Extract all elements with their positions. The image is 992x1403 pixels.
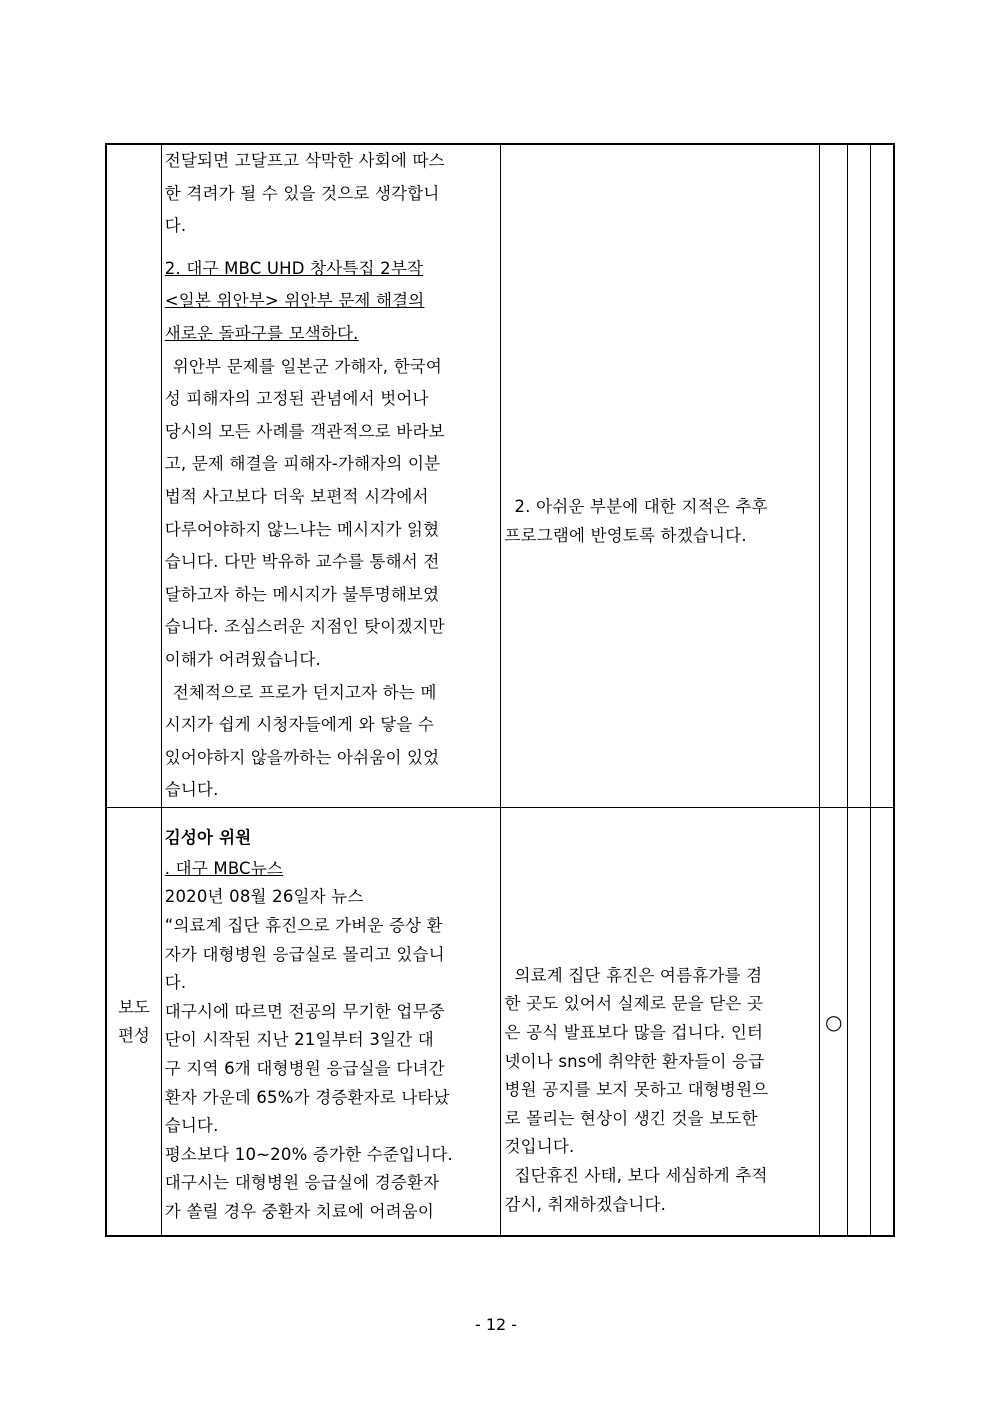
extra-cell xyxy=(871,144,894,807)
opinion-line: 습니다. 조심스러운 지점인 탓이겠지만 xyxy=(164,617,445,637)
opinion-line: 가 쏠릴 경우 중환자 치료에 어려움이 xyxy=(164,1202,435,1221)
opinion-line: 전달되면 고달프고 삭막한 사회에 따스 xyxy=(164,151,445,170)
extra-cell xyxy=(848,807,871,1236)
table-row xyxy=(106,807,894,1236)
reply-line: 넷이나 sns에 취약한 환자들이 응급 xyxy=(504,1051,765,1071)
opinion-line: 한 격려가 될 수 있을 것으로 생각합니 xyxy=(164,183,440,203)
item-heading-line: 새로운 돌파구를 모색하다. xyxy=(164,323,359,343)
reply-line: 한 곳도 있어서 실제로 문을 닫은 곳 xyxy=(504,994,764,1014)
opinion-cell xyxy=(161,807,501,1236)
opinion-line: 이해가 어려웠습니다. xyxy=(164,649,321,669)
opinion-line: 시지가 쉽게 시청자들에게 와 닿을 수 xyxy=(164,715,435,735)
opinion-line: 습니다. 다만 박유하 교수를 통해서 전 xyxy=(164,552,440,572)
opinion-line: 습니다. xyxy=(164,1116,219,1136)
program-name: . 대구 MBC뉴스 xyxy=(164,858,284,878)
mark-cell xyxy=(820,144,848,807)
reply-line: 의료계 집단 휴진은 여름휴가를 겸 xyxy=(514,965,763,985)
reply-line: 2. 아쉬운 부분에 대한 지적은 추후 xyxy=(514,497,768,516)
opinion-line: 대구시에 따르면 전공의 무기한 업무중 xyxy=(164,1001,445,1021)
opinion-line: 법적 사고보다 더욱 보편적 시각에서 xyxy=(164,486,429,506)
table-row xyxy=(106,144,894,807)
reply-line: 감시, 취재하겠습니다. xyxy=(504,1194,667,1214)
opinion-line: 다. xyxy=(164,973,187,993)
opinion-line: 있어야하지 않을까하는 아쉬움이 있었 xyxy=(164,747,440,767)
circle-mark: ○ xyxy=(824,1009,843,1034)
opinion-line: 성 피해자의 고정된 관념에서 벗어나 xyxy=(164,389,429,409)
reply-line: 병원 공지를 보지 못하고 대형병원으 xyxy=(504,1080,769,1100)
reply-cell xyxy=(501,144,820,807)
opinion-line: 자가 대형병원 응급실로 몰리고 있습니 xyxy=(164,944,445,964)
category-cell xyxy=(106,144,161,807)
opinion-line: “의료계 집단 휴진으로 가벼운 증상 환 xyxy=(164,916,443,936)
reply-cell xyxy=(501,807,820,1236)
reply-line: 은 공식 발표보다 많을 겁니다. 인터 xyxy=(504,1023,764,1043)
category-label: 보도 xyxy=(117,997,150,1017)
opinion-line: 달하고자 하는 메시지가 불투명해보였 xyxy=(164,584,440,604)
opinion-line: 당시의 모든 사례를 객관적으로 바라보 xyxy=(164,421,445,441)
opinion-line: 다루어야하지 않느냐는 메시지가 읽혔 xyxy=(164,519,440,539)
item-heading-line: <일본 위안부> 위안부 문제 해결의 xyxy=(164,291,425,311)
category-cell xyxy=(106,807,161,1236)
opinion-line: 대구시는 대형병원 응급실에 경증환자 xyxy=(164,1173,440,1193)
extra-cell xyxy=(848,144,871,807)
opinion-line: 위안부 문제를 일본군 가해자, 한국여 xyxy=(172,356,443,376)
page-number: - 12 - xyxy=(474,1315,518,1334)
member-name: 김성아 위원 xyxy=(164,827,252,847)
news-date: 2020년 08월 26일자 뉴스 xyxy=(164,887,364,907)
opinion-cell xyxy=(161,144,501,807)
opinion-line: 다. xyxy=(164,216,187,236)
review-table xyxy=(105,143,895,1237)
opinion-line: 습니다. xyxy=(164,780,219,800)
reply-line: 프로그램에 반영토록 하겠습니다. xyxy=(504,525,747,545)
mark-cell xyxy=(820,807,848,1236)
reply-line: 것입니다. xyxy=(504,1137,575,1157)
opinion-line: 고, 문제 해결을 피해자-가해자의 이분 xyxy=(164,454,441,474)
item-heading-line: 2. 대구 MBC UHD 창사특집 2부작 xyxy=(164,258,424,278)
reply-line: 로 몰리는 현상이 생긴 것을 보도한 xyxy=(504,1108,758,1128)
reply-line: 집단휴진 사태, 보다 세심하게 추적 xyxy=(514,1166,768,1186)
opinion-line: 전체적으로 프로가 던지고자 하는 메 xyxy=(172,682,437,702)
opinion-line: 환자 가운데 65%가 경증환자로 나타났 xyxy=(164,1087,450,1107)
category-label: 편성 xyxy=(117,1025,150,1045)
opinion-line: 평소보다 10~20% 증가한 수준입니다. xyxy=(164,1144,453,1164)
opinion-line: 구 지역 6개 대형병원 응급실을 다녀간 xyxy=(164,1059,445,1079)
extra-cell xyxy=(871,807,894,1236)
opinion-line: 단이 시작된 지난 21일부터 3일간 대 xyxy=(164,1030,434,1050)
